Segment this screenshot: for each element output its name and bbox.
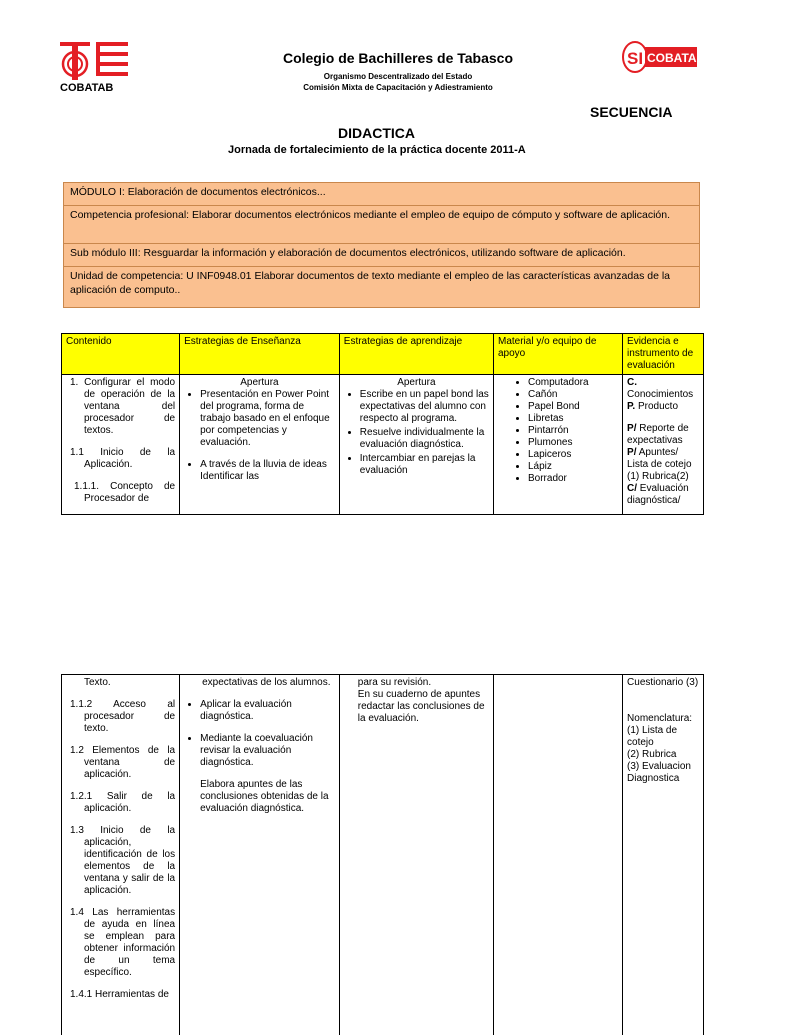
material-cell (493, 675, 622, 1035)
contenido-item: 1.2 Elementos de la ventana de aplicación. (70, 745, 176, 780)
evidencia-cell (623, 675, 704, 1035)
header-material: Material y/o equipo de apoyo (493, 334, 622, 375)
logo-left-text: COBATAB (60, 82, 114, 94)
ensenanza-title: Apertura (240, 377, 279, 388)
evidencia-item: C/ Evaluación diagnóstica/ (627, 483, 689, 506)
submodulo-box: Sub módulo III: Resguardar la información y elaboración de documentos electrónicos, utilizando software de aplicación. (63, 243, 700, 267)
contenido-item: 1.1.2 Acceso al procesador de texto. (70, 699, 176, 734)
evidencia-item: P. Producto (627, 401, 679, 412)
material-item: • Plumones (528, 437, 618, 449)
contenido-cell (62, 375, 180, 515)
evidencia-cell (623, 375, 704, 515)
evidencia-continuation: Cuestionario (3) (627, 677, 699, 688)
material-item: • Cañón (528, 389, 618, 401)
institution-subtitle-1: Organismo Descentralizado del Estado (323, 72, 473, 81)
logo-right-si: SI (627, 49, 644, 68)
material-item: • Pintarrón (528, 425, 618, 437)
didactica-heading: DIDACTICA (338, 125, 415, 141)
aprendizaje-continuation: para su revisión. (357, 677, 432, 688)
aprendizaje-cell (339, 675, 493, 1035)
nomenclatura-item: (3) Evaluacion Diagnostica (627, 761, 691, 784)
ensenanza-item: • Presentación en Power Point del programa, forma de trabajo basado en el enfoque por competencias y evaluación. (200, 389, 335, 449)
header-evidencia: Evidencia e instrumento de evaluación (623, 334, 704, 375)
aprendizaje-extra: En su cuaderno de apuntes redactar las conclusiones de la evaluación. (357, 689, 485, 724)
nomenclatura-title: Nomenclatura: (627, 713, 693, 724)
contenido-item: 1.2.1 Salir de la aplicación. (70, 791, 176, 814)
jornada-subheading: Jornada de fortalecimiento de la práctica docente 2011-A (228, 144, 526, 156)
contenido-item: 1.1.1. Concepto de Procesador de (74, 481, 176, 504)
material-item: • Papel Bond (528, 401, 618, 413)
table-row (62, 675, 704, 1035)
sequence-table-page-2 (61, 674, 704, 1035)
ensenanza-cell (180, 375, 340, 515)
nomenclatura-item: (2) Rubrica (627, 749, 677, 760)
contenido-item: 1.3 Inicio de la aplicación, identificación de los elementos de la ventana y salir de la aplicación. (70, 825, 176, 896)
unidad-competencia-box: Unidad de competencia: U INF0948.01 Elaborar documentos de texto mediante el empleo de las características avanzadas de la aplicación de computo.. (63, 266, 700, 308)
contenido-cell (62, 675, 180, 1035)
ensenanza-item: • Aplicar la evaluación diagnóstica. (200, 699, 335, 723)
header-aprendizaje: Estrategias de aprendizaje (339, 334, 493, 375)
aprendizaje-cell (339, 375, 493, 515)
ensenanza-cell (180, 675, 340, 1035)
aprendizaje-item: • Intercambiar en parejas la evaluación (360, 453, 489, 477)
contenido-item: 1.4.1 Herramientas de (70, 989, 169, 1000)
institution-subtitle-2: Comisión Mixta de Capacitación y Adiestramiento (303, 83, 493, 92)
header-contenido: Contenido (62, 334, 180, 375)
logo-right-text: COBATAB (647, 51, 706, 65)
material-item: • Lápiz (528, 461, 618, 473)
ensenanza-extra: Elabora apuntes de las conclusiones obtenidas de la evaluación diagnóstica. (200, 779, 329, 814)
contenido-item: 1.1 Inicio de la Aplicación. (70, 447, 176, 470)
contenido-item: Texto. (84, 677, 111, 688)
contenido-item: 1.4 Las herramientas de ayuda en línea se emplean para obtener información de un tema específico. (70, 907, 176, 978)
aprendizaje-item: • Escribe en un papel bond las expectativas del alumno con respecto al programa. (360, 389, 489, 425)
module-box: MÓDULO I: Elaboración de documentos electrónicos... (63, 182, 700, 206)
ensenanza-continuation: expectativas de los alumnos. (202, 677, 331, 688)
secuencia-heading: SECUENCIA (590, 104, 673, 120)
nomenclatura-item: (1) Lista de cotejo (627, 725, 678, 748)
material-item: • Borrador (528, 473, 618, 485)
evidencia-item: P/ Reporte de expectativas (627, 423, 689, 446)
institution-title: Colegio de Bachilleres de Tabasco (282, 50, 514, 66)
evidencia-item: P/ Apuntes/ Lista de cotejo (1) Rubrica(2) (627, 447, 692, 482)
material-item: • Computadora (528, 377, 618, 389)
table-header-row (62, 334, 704, 375)
material-item: • Lapiceros (528, 449, 618, 461)
aprendizaje-item: • Resuelve individualmente la evaluación diagnóstica. (360, 427, 489, 451)
competencia-box: Competencia profesional: Elaborar documentos electrónicos mediante el empleo de equipo de cómputo y software de aplicación. (63, 205, 700, 244)
sequence-table-page-1 (61, 333, 704, 515)
ensenanza-item: • A través de la lluvia de ideas Identificar las (200, 459, 335, 483)
aprendizaje-title: Apertura (397, 377, 436, 388)
evidencia-item: C. Conocimientos (627, 377, 694, 400)
table-row (62, 375, 704, 515)
material-item: • Libretas (528, 413, 618, 425)
header-ensenanza: Estrategias de Enseñanza (180, 334, 340, 375)
contenido-item: 1. Configurar el modo de operación de la ventana del procesador de textos. (70, 377, 176, 436)
material-cell (493, 375, 622, 515)
ensenanza-item: • Mediante la coevaluación revisar la evaluación diagnóstica. (200, 733, 335, 769)
